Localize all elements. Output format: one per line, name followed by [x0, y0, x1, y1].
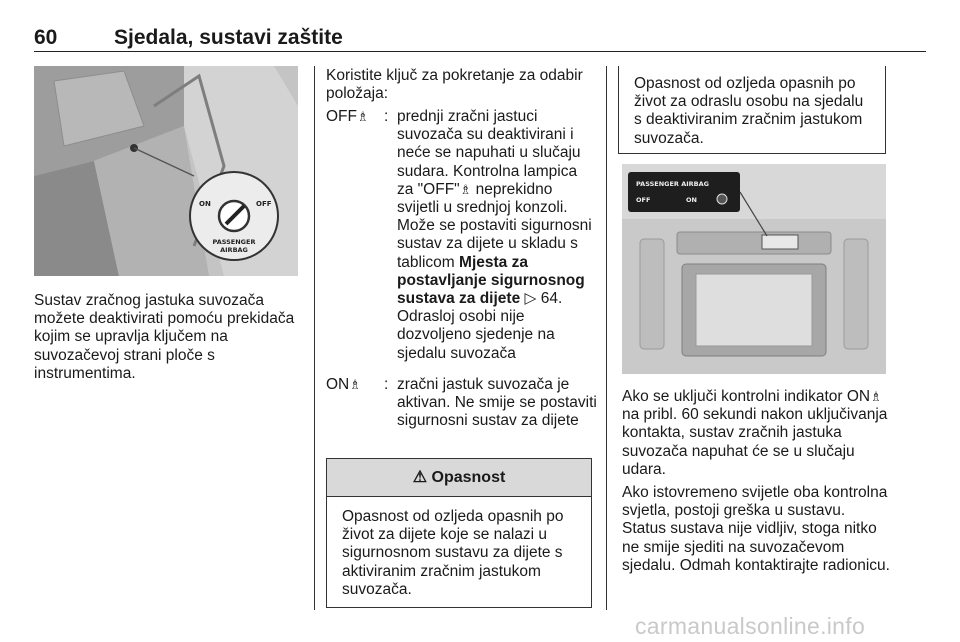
caption-text: Sustav zračnog jastuka suvozača možete deaktivirati pomoću prekidača kojim se upravlja ključem na suvozačevoj strani ploče s instrumentima.	[34, 292, 295, 382]
child-seat-on-icon-inline: ♗	[870, 389, 882, 404]
page-title: Sjedala, sustavi zaštite	[114, 26, 343, 49]
column-divider-1	[314, 66, 315, 610]
col3-body	[622, 388, 890, 580]
off-term: OFF♗	[326, 108, 369, 125]
off-definition: prednji zračni jastuci suvozača su deaktivirani i neće se napuhati u slučaju sudara. Kontrolna lampica za "OFF"♗ neprekidno svijetli u srednjoj konzoli. Može se postaviti sigurnosni sustav za dijete u skladu s tablicom Mjesta za postavljanje sigurnosnog sustava za dijete ▷ 64. Odrasloj osobi nije dozvoljeno sjedenje na sjedalu suvozača	[397, 108, 592, 362]
watermark: carmanualsonline.info	[635, 613, 866, 639]
figure-off-label: OFF	[256, 200, 272, 208]
figure-panel-label-2: AIRBAG	[220, 246, 248, 254]
on-definition: zračni jastuk suvozača je aktivan. Ne smije se postaviti sigurnosni sustav za dijete	[397, 376, 597, 430]
on-colon: :	[384, 376, 389, 393]
child-seat-off-icon-inline: ♗	[459, 181, 472, 197]
child-seat-on-icon: ♗	[349, 377, 361, 392]
paragraph-fault: Ako istovremeno svijetle oba kontrolna svjetla, postoji greška u sustavu. Status sustava nije vidljiv, stoga nitko ne smije sjediti na suvozačevom sjedalu. Odmah kontaktirajte radionicu.	[622, 484, 890, 574]
page-ref-icon: ▷	[524, 290, 537, 308]
off-colon: :	[384, 108, 389, 125]
console-panel-label: PASSENGER AIRBAG	[636, 180, 709, 188]
warning-icon: ⚠	[412, 469, 428, 486]
child-seat-off-icon: ♗	[357, 109, 369, 124]
intro-text: Koristite ključ za pokretanje za odabir položaja:	[326, 67, 583, 103]
console-on-label: ON	[686, 196, 697, 204]
figure-panel-label-1: PASSENGER	[212, 238, 256, 246]
col1-caption	[34, 292, 296, 388]
page-header	[34, 24, 926, 52]
warning-box-child	[326, 458, 592, 608]
warning-header	[327, 459, 591, 497]
warning-box-adult	[618, 66, 886, 154]
page-number: 60	[34, 26, 58, 49]
on-term: ON♗	[326, 376, 361, 393]
cross-reference-link[interactable]: Mjesta za postavljanje sigurnosnog sustava za dijete	[397, 253, 585, 308]
airbag-switch-illustration	[34, 66, 298, 276]
warning-title: Opasnost	[431, 469, 506, 486]
column-divider-2	[606, 66, 607, 610]
warning-text: Opasnost od ozljeda opasnih po život za dijete koje se nalazi u sigurnosnom sustavu za dijete s aktiviranim zračnim jastukom suvozača.	[342, 508, 564, 598]
console-off-label: OFF	[636, 196, 651, 204]
figure-airbag-switch-door	[34, 66, 298, 276]
col2-intro	[326, 67, 598, 108]
figure-on-label: ON	[199, 200, 211, 208]
paragraph-indicator: Ako se uključi kontrolni indikator ON♗ na pribl. 60 sekundi nakon uključivanja kontakta, sustav zračnih jastuka suvozača napuhat će se u slučaju udara.	[622, 388, 888, 478]
warning-text-adult: Opasnost od ozljeda opasnih po život za odraslu osobu na sjedalu s deaktiviranim zračnim jastukom suvozača.	[634, 75, 864, 147]
center-console-illustration	[622, 164, 886, 374]
figure-center-console	[622, 164, 886, 374]
